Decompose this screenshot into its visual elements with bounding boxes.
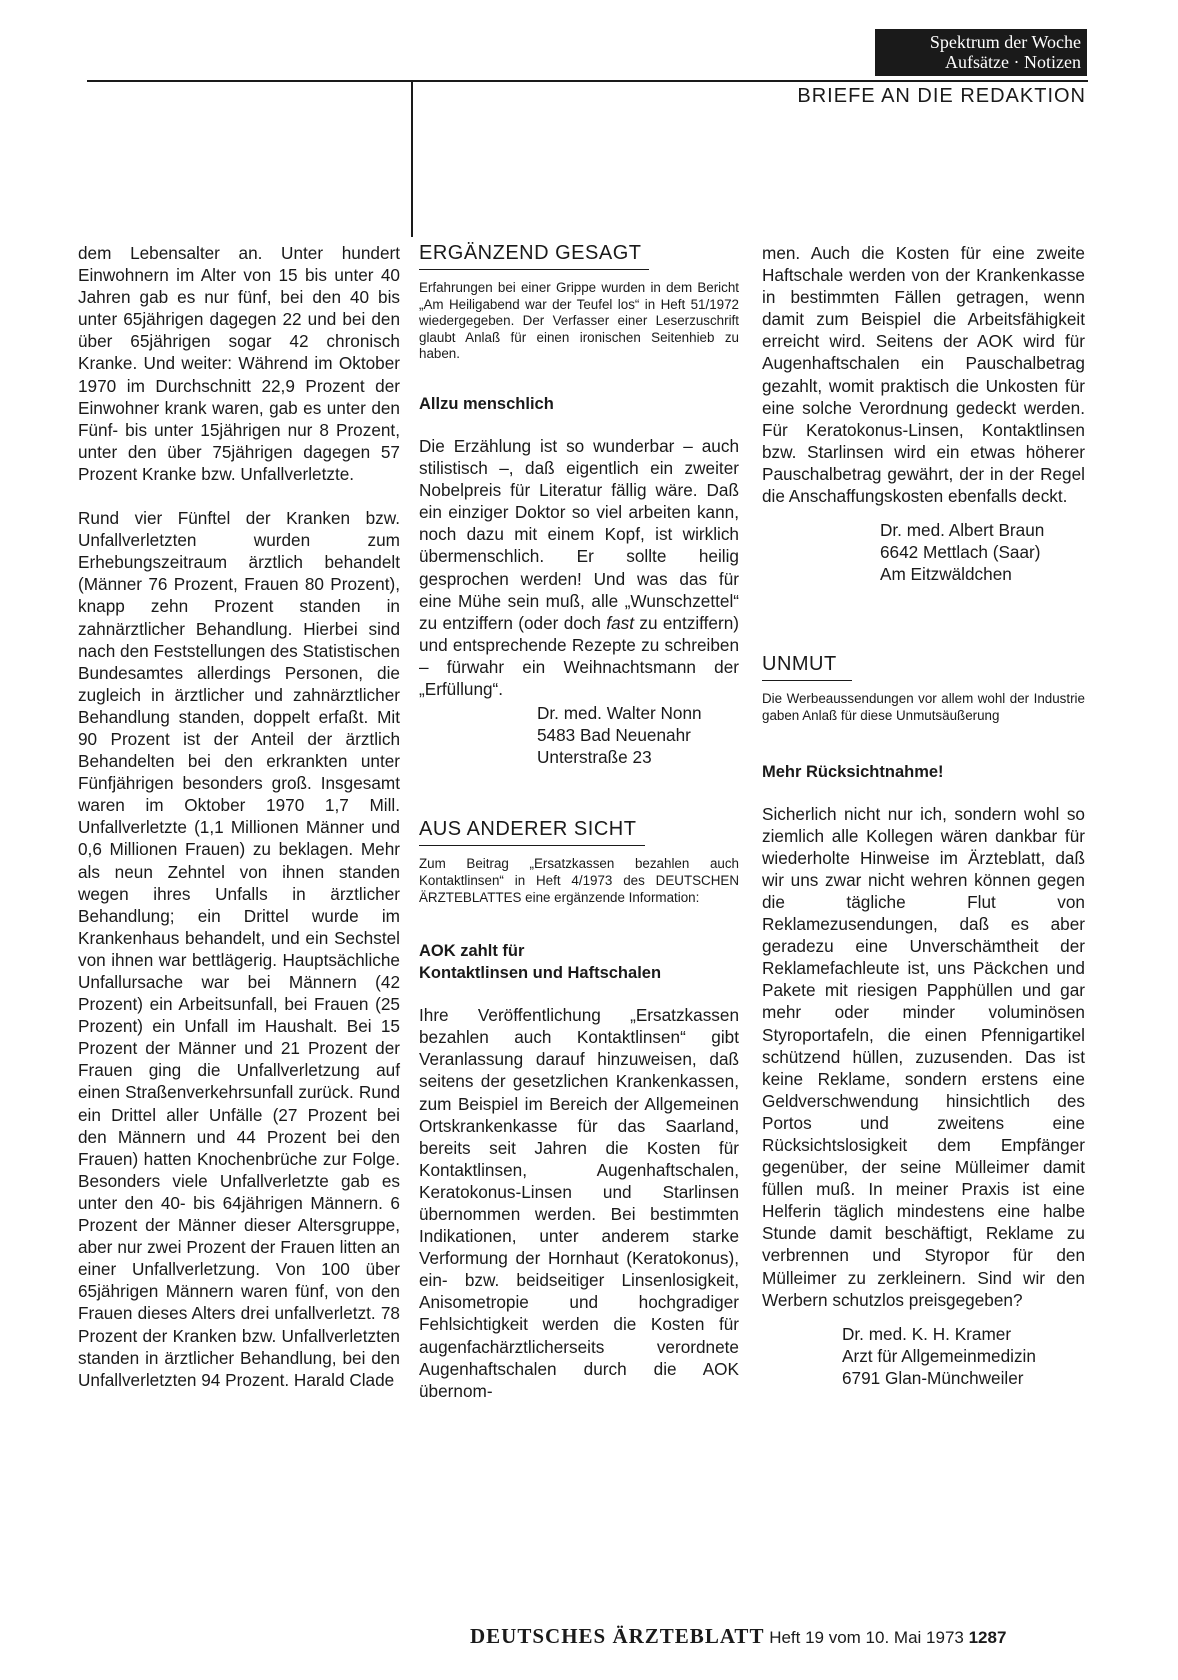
column-3 [762, 242, 1085, 1389]
footer-issue: Heft 19 vom 10. Mai 1973 [769, 1628, 964, 1647]
column-2 [419, 242, 739, 1402]
column-divider [411, 80, 413, 237]
col1-paragraph-1: dem Lebensalter an. Unter hundert Einwohnern im Alter von 15 bis unter 40 Jahren gab es nur fünf, bei den 40 bis unter 65jährigen dagegen 22 und bei den über 65jährigen sogar 42 chronisch Kranke. Und weiter: Während im Oktober 1970 im Durchschnitt 22,9 Prozent der Einwohner krank waren, gab es unter den Fünf- bis unter 15jährigen nur 8 Prozent, unter den über 75jährigen dagegen 57 Prozent Kranke bzw. Unfallverletzte. [78, 243, 400, 484]
letter-body-aok: Ihre Veröffentlichung „Ersatzkassen bezahlen auch Kontaktlinsen“ gibt Veranlassung darauf hinzuweisen, daß seitens der gesetzlichen Krankenkassen, zum Beispiel im Bereich der Allgemeinen Ortskrankenkasse für das Saarland, bereits seit Jahren die Kosten für Kontaktlinsen, Augenhaftschalen, Keratokonus-Linsen und Starlinsen übernommen werden. Bei bestimmten Indikationen, unter anderem starke Verformung der Hornhaut (Keratokonus), ein- bzw. beidseitiger Linsenlosigkeit, Anisometropie und hochgradiger Fehlsichtigkeit werden die Kosten für augenfachärztlicherseits verordnete Augenhaftschalen durch die AOK übernom- [419, 1005, 739, 1401]
letter-title-aok: AOK zahlt für Kontaktlinsen und Haftschalen [419, 942, 662, 983]
header-box-line1: Spektrum der Woche [929, 32, 1081, 52]
footer [470, 1624, 1006, 1649]
section-label: BRIEFE AN DIE REDAKTION [797, 85, 1086, 107]
header-box-line2: Aufsätze · Notizen [945, 52, 1081, 72]
section-heading-ergaenzend: ERGÄNZEND GESAGT [419, 242, 649, 270]
letter-title-allzu-menschlich: Allzu menschlich [419, 394, 554, 413]
signature-nonn: Dr. med. Walter Nonn 5483 Bad Neuenahr Unterstraße 23 [537, 703, 702, 768]
section-intro-unmut: Die Werbeaussendungen vor allem wohl der Industrie gaben Anlaß für diese Unmutsäußerung [762, 691, 1085, 723]
section-intro-ergaenzend: Erfahrungen bei einer Grippe wurden in dem Bericht „Am Heiligabend war der Teufel los“ in Heft 51/1972 wiedergegeben. Der Verfasser einer Leserzuschrift glaubt Anlaß für einen ironischen Seitenhieb zu haben. [419, 280, 739, 362]
letter-title-ruecksichtnahme: Mehr Rücksichtnahme! [762, 762, 944, 781]
letter-body-ruecksichtnahme: Sicherlich nicht nur ich, sondern wohl so ziemlich alle Kollegen wären dankbar für wiederholte Hinweise im Ärzteblatt, daß wir uns zwar nicht wehren können gegen die tägliche Flut von Reklamezusendungen, daß es aber geradezu eine Unverschämtheit der Reklamefachleute ist, uns Päckchen und Pakete mit riesigen Papphüllen und gar mehr oder minder voluminösen Styroportafeln, die einen Pfennigartikel schützend hüllen, zuzusenden. Das ist keine Reklame, sondern erstens eine Geldverschwendung hinsichtlich des Portos und zweitens eine Rücksichtslosigkeit dem Empfänger gegenüber, der seine Mülleimer damit füllen muß. In meiner Praxis ist eine Helferin täglich mindestens eine halbe Stunde damit beschäftigt, Reklame zu verbrennen und Styropor für den Mülleimer zu zerkleinern. Sind wir den Werbern schutzlos preisgegeben? [762, 803, 1085, 1310]
footer-masthead: DEUTSCHES ÄRZTEBLATT [470, 1624, 765, 1648]
signature-kramer: Dr. med. K. H. Kramer Arzt für Allgemeinmedizin 6791 Glan-Münchweiler [842, 1323, 1036, 1388]
signature-braun: Dr. med. Albert Braun 6642 Mettlach (Saar) Am Eitzwäldchen [880, 520, 1045, 585]
top-rule [87, 80, 1088, 82]
section-intro-aus-anderer-sicht: Zum Beitrag „Ersatzkassen bezahlen auch Kontaktlinsen“ in Heft 4/1973 des DEUTSCHEN ÄRZTEBLATTES eine ergänzende Information: [419, 856, 739, 905]
letter-body-allzu-menschlich: Die Erzählung ist so wunderbar – auch stilistisch –, daß eigentlich ein zweiter Nobelpreis für Literatur fällig wäre. Daß ein einziger Doktor so viel arbeiten kann, noch dazu mit einem Kopf, ist wirklich übermenschlich. Er sollte heilig gesprochen werden! Und was das für eine Mühe sein muß, alle „Wunschzettel“ zu entziffern (oder doch fast zu entziffern) und entsprechende Rezepte zu schreiben – fürwahr ein Weihnachtsmann der „Erfüllung“. [419, 435, 739, 699]
col1-paragraph-2: Rund vier Fünftel der Kranken bzw. Unfallverletzten wurden zum Erhebungszeitraum ärztlich behandelt (Männer 76 Prozent, Frauen 80 Prozent), knapp zehn Prozent standen in zahnärztlicher Behandlung. Hierbei sind nach den Feststellungen des Statistischen Bundesamtes allerdings Personen, die zugleich in ärztlicher und zahnärztlicher Behandlung standen, doppelt erfaßt. Mit 90 Prozent ist der Anteil der ärztlich Behandelten bei den erkrankten unter Fünfjährigen besonders groß. Insgesamt waren im Oktober 1970 1,7 Mill. Unfallverletzte (1,1 Millionen Männer und 0,6 Millionen Frauen) zu beklagen. Mehr als neun Zehntel von ihnen standen wegen ihres Unfalls in ärztlicher Behandlung; ein Drittel wurde im Krankenhaus behandelt, und ein Sechstel von ihnen war bettlägerig. Hauptsächliche Unfallursache war bei Männern (42 Prozent) ein Arbeitsunfall, bei Frauen (25 Prozent) ein Unfall im Haushalt. Bei 15 Prozent der Männer und 21 Prozent der Frauen ging die Unfallverletzung auf einen Straßenverkehrsunfall zurück. Rund ein Drittel aller Unfälle (27 Prozent bei den Männern und 44 Prozent bei den Frauen) hatten Knochenbrüche zur Folge. Besonders viele Unfallverletzte gab es unter den 40- bis 64jährigen Männern. 6 Prozent der Männer dieser Altersgruppe, aber nur zwei Prozent der Frauen litten an einer Unfallverletzung. Von 100 über 65jährigen Männern waren fünf, von den Frauen dieses Alters drei unfallverletzt. 78 Prozent der Kranken bzw. Unfallverletzten standen in ärztlicher Behandlung, bei den Unfallverletzten 94 Prozent. Harald Clade [78, 508, 400, 1390]
footer-page-number: 1287 [968, 1628, 1007, 1647]
letter-body-aok-continued: men. Auch die Kosten für eine zweite Haftschale werden von der Krankenkasse in bestimmten Fällen getragen, wenn damit zum Beispiel die Arbeitsfähigkeit erreicht wird. Seitens der AOK wird für Augenhaftschalen ein Pauschalbetrag gezahlt, womit praktisch die Unkosten für eine solche Verordnung gedeckt werden. Für Keratokonus-Linsen, Kontaktlinsen bzw. Starlinsen wird ein etwas höherer Pauschalbetrag gewährt, der in der Regel die Anschaffungskosten ebenfalls deckt. [762, 243, 1085, 507]
header-box [875, 29, 1087, 76]
section-heading-unmut: UNMUT [762, 653, 852, 681]
section-heading-aus-anderer-sicht: AUS ANDERER SICHT [419, 818, 645, 846]
column-1 [78, 242, 400, 1391]
